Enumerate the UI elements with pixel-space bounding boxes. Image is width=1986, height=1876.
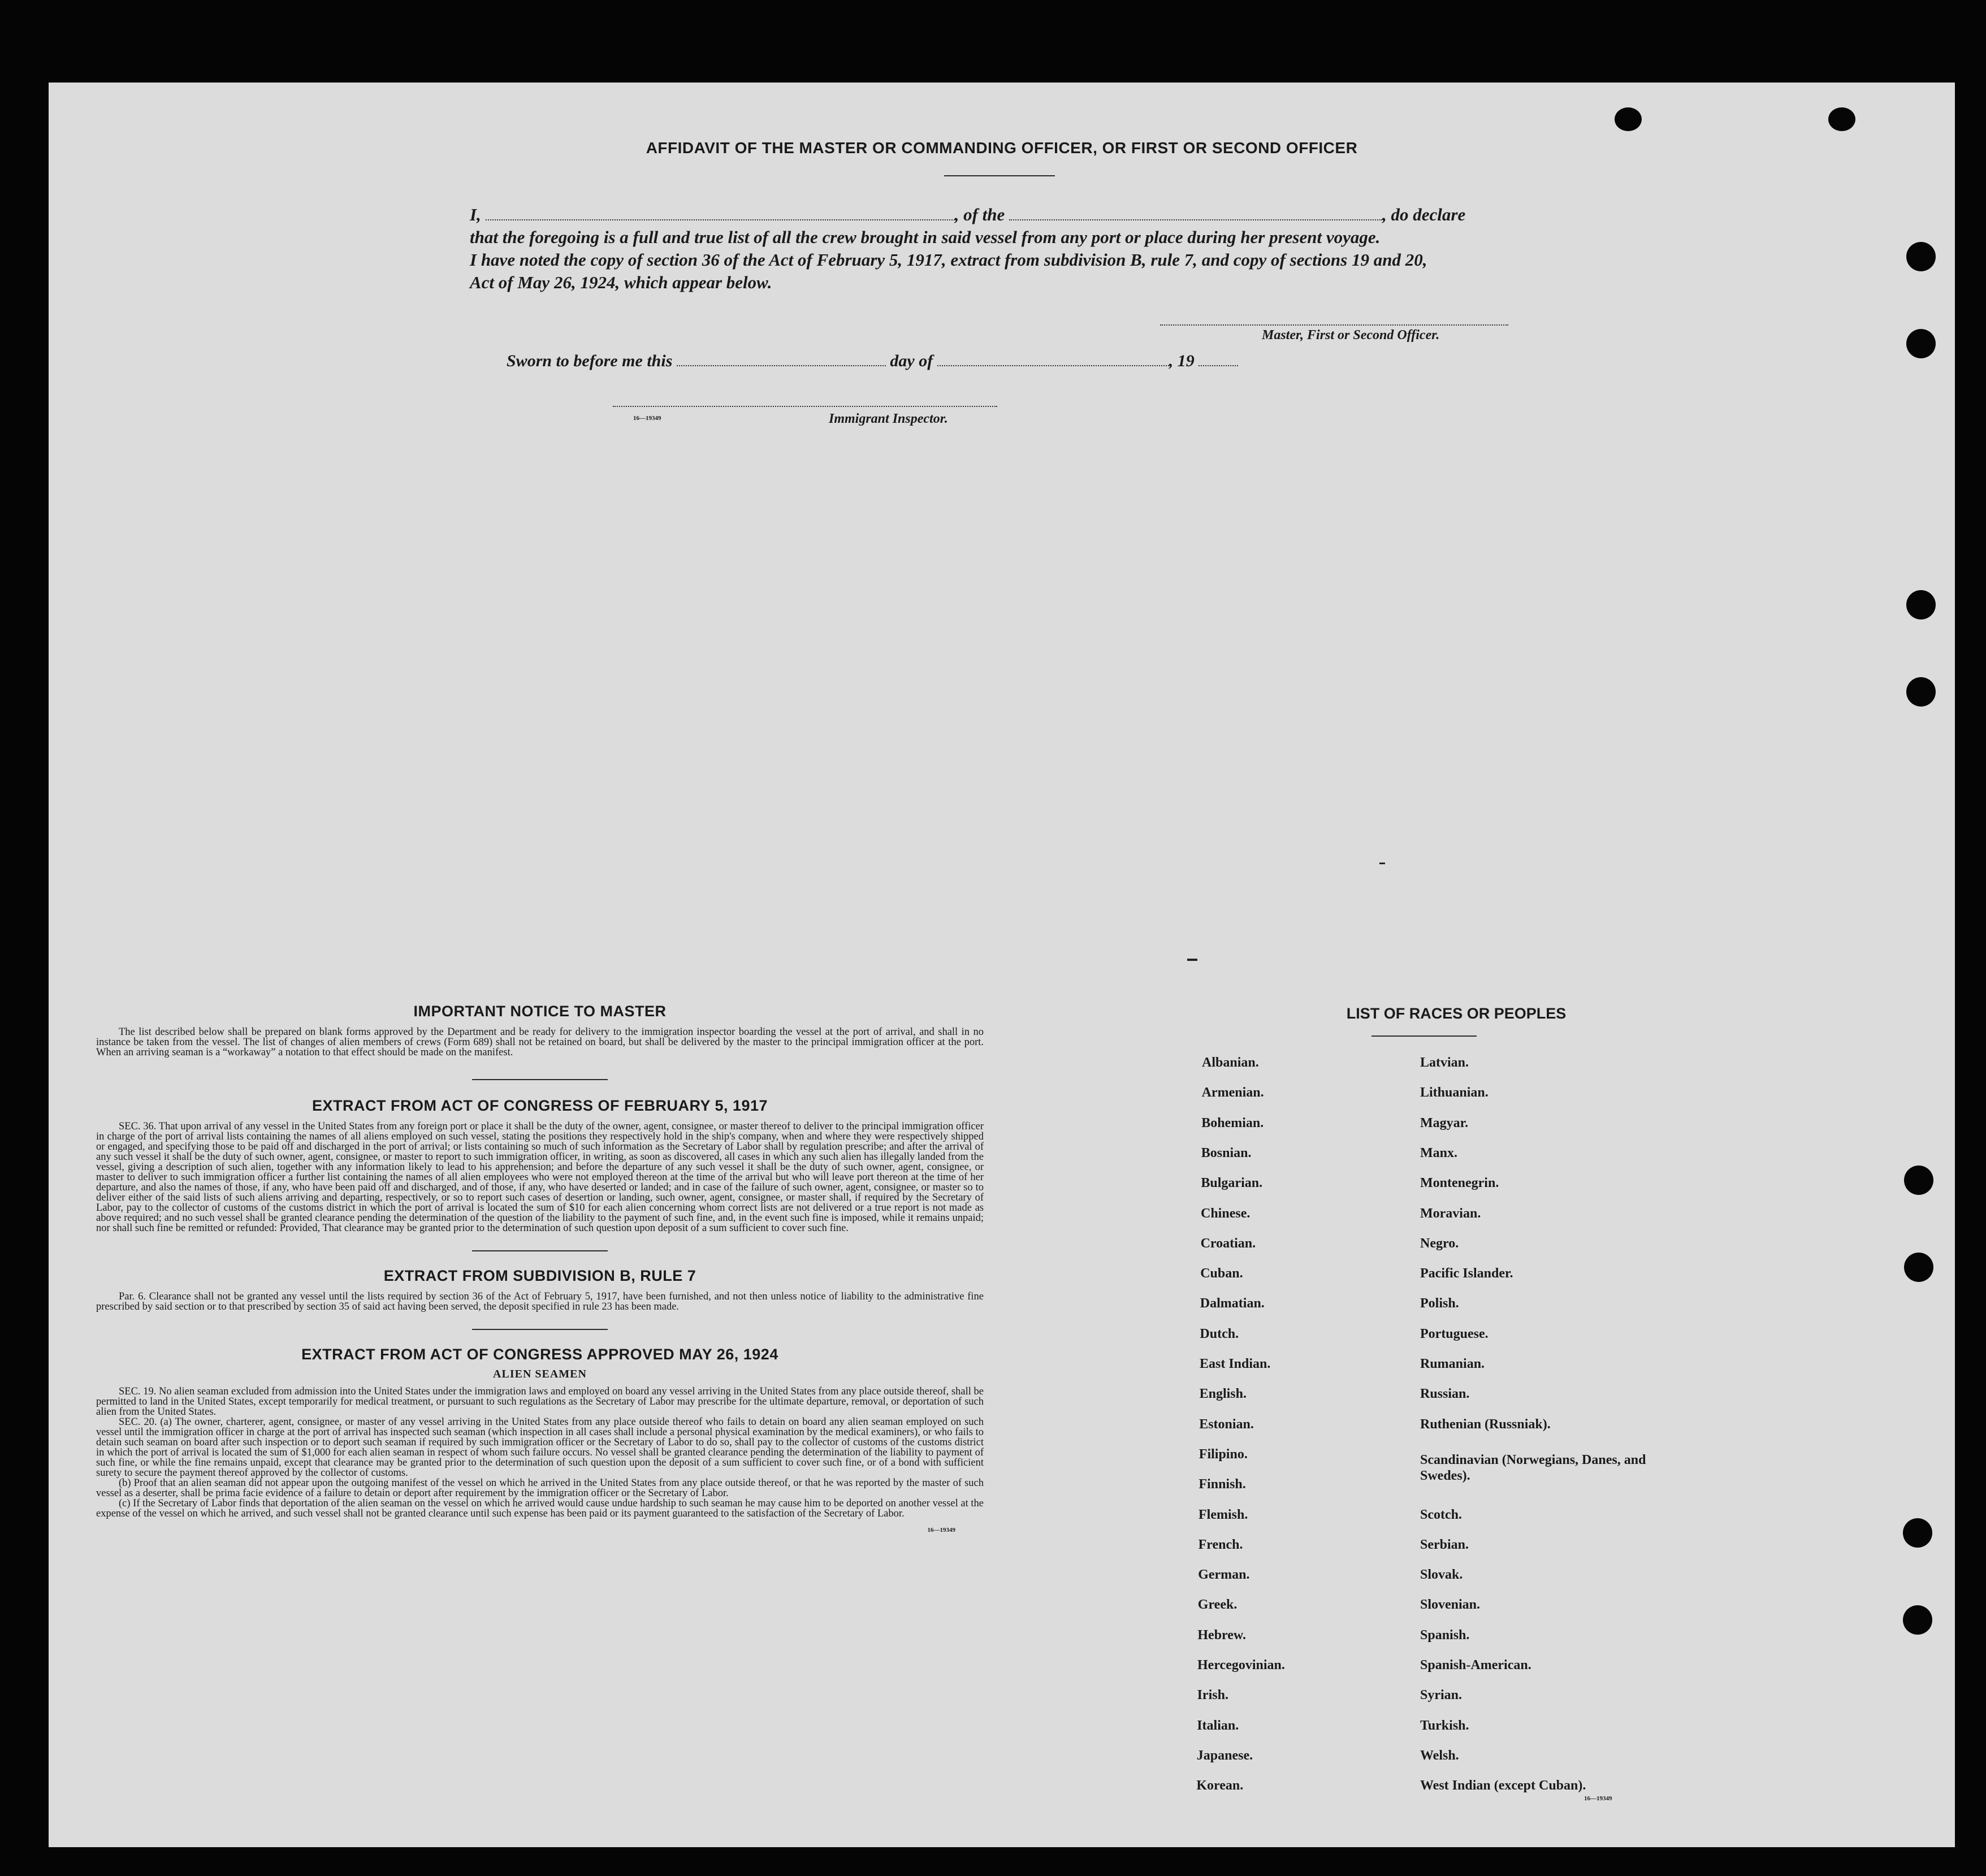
notice-text: The list described below shall be prepared on blank forms approved by the Department and be ready for delivery to the immigration inspector boarding the vessel at the port of arrival, and shall in no instance be taken from the vessel. The list of changes of alien members of crews (Form 689) shall not be retained on board, but shall be delivered by the master to the principal immigration officer at the port. When an arriving seaman is a “workaway” a notation to that effect should be made on the manifest. — [96, 1026, 984, 1058]
race-item: Hebrew. — [1197, 1627, 1246, 1643]
inspector-caption: Immigrant Inspector. — [829, 411, 948, 426]
extract-1924-title: EXTRACT FROM ACT OF CONGRESS APPROVED MAY 26, 1924 — [301, 1346, 778, 1363]
race-item: Scotch. — [1420, 1507, 1462, 1522]
extract-rule7-text: Par. 6. Clearance shall not be granted any vessel until the lists required by section 36 of the Act of February 5, 1917, have been furnished, and not then unless notice of liability to the administrative fine prescribed by said section or to that prescribed by section 35 of said act having been served, the deposit specified in rule 23 has been made. — [96, 1291, 984, 1312]
declarant-prefix: I, — [470, 205, 481, 224]
punch-hole — [1903, 1605, 1932, 1635]
race-item: Latvian. — [1420, 1055, 1469, 1070]
race-item: Portuguese. — [1420, 1326, 1489, 1341]
race-item: West Indian (except Cuban). — [1420, 1778, 1586, 1793]
race-item: Serbian. — [1420, 1537, 1469, 1552]
races-title-underline — [1371, 1036, 1477, 1037]
race-item: Bosnian. — [1201, 1145, 1252, 1160]
race-item: Hercegovinian. — [1197, 1658, 1285, 1673]
race-item: Russian. — [1420, 1387, 1470, 1402]
section-divider — [472, 1250, 608, 1251]
races-form-number: 16—19349 — [1584, 1795, 1612, 1802]
section-divider — [472, 1329, 608, 1330]
race-item: Armenian. — [1201, 1085, 1264, 1101]
affidavit-body — [470, 203, 1589, 294]
race-item: Finnish. — [1198, 1477, 1246, 1492]
vessel-name-field[interactable] — [1009, 208, 1382, 220]
sec20a-text: SEC. 20. (a) The owner, charterer, agent, consignee, or master of any vessel arriving in the United States from any place outside thereof who fails to detain on board any alien seaman employed on such vessel until the immigration officer in charge at the port of arrival has inspected such seaman (which inspection in all cases shall include a personal physical examination by the medical examiners), or who fails to detain such seaman on board after such inspection or to deport such seaman if required by such immigration officer or the Secretary of Labor to do so, shall pay to the collector of customs of the customs district in which the port of arrival is located the sum of $1,000 for each alien seaman in respect of whom such failure occurs. No vessel shall be granted clearance pending the determination of the liability to payment of such fine, or while the fine remains unpaid, except that clearance may be granted prior to the determination of such question upon the deposit of a sum sufficient to cover such fine, or of a bond with sufficient surety to secure the payment thereof approved by the collector of customs. — [96, 1416, 984, 1479]
race-item: East Indian. — [1200, 1357, 1271, 1371]
race-item: Chinese. — [1201, 1206, 1251, 1221]
race-item: Greek. — [1197, 1597, 1238, 1613]
race-item: Negro. — [1420, 1236, 1459, 1251]
notice-column — [96, 1003, 984, 1533]
alien-seamen-subtitle: ALIEN SEAMEN — [493, 1368, 587, 1380]
race-item: Pacific Islander. — [1420, 1266, 1513, 1281]
race-item: Magyar. — [1420, 1115, 1469, 1130]
notice-title: IMPORTANT NOTICE TO MASTER — [413, 1003, 667, 1020]
race-item: Manx. — [1420, 1145, 1457, 1160]
extract-1917-title: EXTRACT FROM ACT OF CONGRESS OF FEBRUARY 5, 1917 — [311, 1097, 768, 1114]
race-item: Albanian. — [1202, 1055, 1259, 1070]
declaration-line-4: Act of May 26, 1924, which appear below. — [470, 272, 772, 292]
sworn-month-field[interactable] — [937, 354, 1169, 366]
race-item: Ruthenian (Russniak). — [1420, 1416, 1551, 1432]
sworn-year-prefix: , 19 — [1169, 352, 1195, 370]
sworn-year-field[interactable] — [1198, 354, 1238, 366]
punch-hole — [1904, 1166, 1933, 1195]
sec20b-text: (b) Proof that an alien seaman did not appear upon the outgoing manifest of the vessel on which he arrived in the United States from any place outside thereof, or that he was reported by the master of such vessel as a deserter, shall be prima facie evidence of a failure to detain or deport after requirement by the immigration officer or the Secretary of Labor. — [96, 1478, 984, 1499]
master-signature-field[interactable] — [1160, 324, 1508, 326]
race-item: Moravian. — [1420, 1206, 1481, 1221]
race-item: Slovenian. — [1420, 1597, 1481, 1613]
races-title: LIST OF RACES OR PEOPLES — [1346, 1005, 1567, 1022]
race-item: English. — [1199, 1387, 1247, 1402]
race-item: Welsh. — [1420, 1748, 1459, 1763]
race-item: Dutch. — [1200, 1326, 1239, 1341]
declaration-line-2: that the foregoing is a full and true list of all the crew brought in said vessel from any port or place during her present voyage. — [470, 227, 1381, 247]
form-number: 16—19349 — [633, 415, 661, 422]
punch-hole — [1904, 1253, 1933, 1282]
race-item: Japanese. — [1196, 1748, 1253, 1763]
section-divider — [472, 1079, 608, 1080]
punch-hole — [1906, 590, 1936, 619]
race-item: Slovak. — [1420, 1567, 1463, 1583]
race-item: Irish. — [1197, 1688, 1228, 1703]
extract-1917-text: SEC. 36. That upon arrival of any vessel in the United States from any foreign port or place it shall be the duty of the owner, agent, consignee, or master thereof to deliver to the principal immigration officer in charge of the port of arrival lists containing the names of all aliens employed on such vessel, stating the positions they respectively hold in the ship's company, when and where they were respectively shipped or engaged, and specifying those to be paid off and discharged in the port of arrival; or lists containing so much of such information as the Secretary of Labor shall by regulation prescribe; and after the arrival of any such vessel it shall be the duty of such owner, agent, consignee, or master to report to such immigration officer, in writing, as soon as discovered, all cases in which any such alien has illegally landed from the vessel, giving a description of such alien, together with any information likely to lead to his apprehension; and before the departure of any such vessel it shall be the duty of such owner, agent, consignee, or master to deliver to such immigration officer a further list containing the names of all alien employees who were not employed thereon at the time of the arrival but who will leave port thereon at the time of her departure, and also the names of those, if any, who have been paid off and discharged, and of those, if any, who have deserted or landed; and in case of the failure of such owner, agent, consignee, or master so to deliver either of the said lists of such aliens arriving and departing, respectively, or so to report such cases of desertion or landing, such owner, agent, consignee, or master shall, if required by the Secretary of Labor, pay to the collector of customs of the customs district in which the port of arrival is located the sum of $10 for each alien concerning whom correct lists are not delivered or a true report is not made as above required; and no such vessel shall be granted clearance pending the determination of the question of the liability to the payment of such fine, and, in the event such fine is imposed, while it remains unpaid; nor shall such fine be remitted or refunded: Provided, That clearance may be granted prior to the determination of such question upon deposit of a sum sufficient to cover such fine. — [96, 1121, 984, 1234]
punch-hole — [1906, 329, 1936, 358]
race-item: Estonian. — [1199, 1416, 1254, 1432]
declarant-name-field[interactable] — [486, 208, 955, 220]
sec19-text: SEC. 19. No alien seaman excluded from admission into the United States under the immigration laws and employed on board any vessel arriving in the United States from any place outside thereof, shall be permitted to land in the United States, except temporarily for medical treatment, or pursuant to such regulations as the Secretary of Labor may prescribe for the ultimate departure, removal, or deportation of such alien from the United States. — [96, 1386, 984, 1418]
sworn-prefix: Sworn to before me this — [507, 352, 673, 370]
race-item: Montenegrin. — [1420, 1176, 1499, 1191]
punch-hole — [1906, 242, 1936, 271]
race-item: Flemish. — [1198, 1507, 1248, 1522]
punch-hole — [1903, 1518, 1932, 1548]
race-item: Turkish. — [1420, 1718, 1469, 1733]
race-item: Filipino. — [1198, 1446, 1248, 1462]
title-underline — [944, 175, 1055, 176]
master-caption: Master, First or Second Officer. — [1262, 328, 1440, 343]
race-item: French. — [1198, 1537, 1243, 1552]
extract-rule7-title: EXTRACT FROM SUBDIVISION B, RULE 7 — [383, 1267, 696, 1284]
race-item: Korean. — [1196, 1778, 1244, 1793]
stray-mark — [1187, 959, 1197, 961]
declaration-line-1 — [470, 203, 1589, 226]
punch-hole — [1615, 107, 1642, 131]
race-item: Bohemian. — [1201, 1115, 1264, 1130]
race-item: German. — [1198, 1567, 1250, 1583]
race-item: Rumanian. — [1420, 1357, 1485, 1371]
race-item: Scandinavian (Norwegians, Danes, and Swedes). — [1420, 1452, 1646, 1483]
race-item: Syrian. — [1420, 1688, 1463, 1703]
race-item: Italian. — [1197, 1718, 1239, 1733]
sworn-day-field[interactable] — [677, 354, 886, 366]
form-sheet — [49, 83, 1955, 1847]
race-item: Dalmatian. — [1200, 1296, 1265, 1311]
inspector-signature-field[interactable] — [613, 406, 997, 407]
race-item: Cuban. — [1200, 1266, 1243, 1281]
extract-form-number: 16—19349 — [927, 1527, 955, 1533]
punch-hole — [1906, 677, 1936, 707]
punch-hole — [1828, 107, 1855, 131]
stray-mark — [1379, 863, 1385, 864]
race-item: Lithuanian. — [1420, 1085, 1489, 1101]
race-item: Spanish-American. — [1420, 1658, 1531, 1673]
sec20c-text: (c) If the Secretary of Labor finds that deportation of the alien seaman on the vessel on which he arrived would cause undue hardship to such seaman he may cause him to be deported on another vessel at the expense of the vessel on which he arrived, and such vessel shall not be granted clearance until such expense has been paid or its payment guaranteed to the satisfaction of the Secretary of Labor. — [96, 1498, 984, 1519]
race-item: Bulgarian. — [1201, 1176, 1263, 1191]
race-item: Spanish. — [1420, 1627, 1470, 1643]
sworn-line — [507, 352, 1238, 371]
vessel-prefix: , of the — [954, 205, 1005, 224]
sworn-day-of: day of — [890, 352, 933, 370]
declaration-line-3: I have noted the copy of section 36 of the Act of February 5, 1917, extract from subdivision B, rule 7, and copy of sections 19 and 20, — [470, 250, 1427, 270]
declare-suffix: , do declare — [1382, 205, 1466, 224]
race-item: Croatian. — [1200, 1236, 1256, 1251]
race-item: Polish. — [1420, 1296, 1459, 1311]
affidavit-title: AFFIDAVIT OF THE MASTER OR COMMANDING OFFICER, OR FIRST OR SECOND OFFICER — [646, 139, 1358, 157]
